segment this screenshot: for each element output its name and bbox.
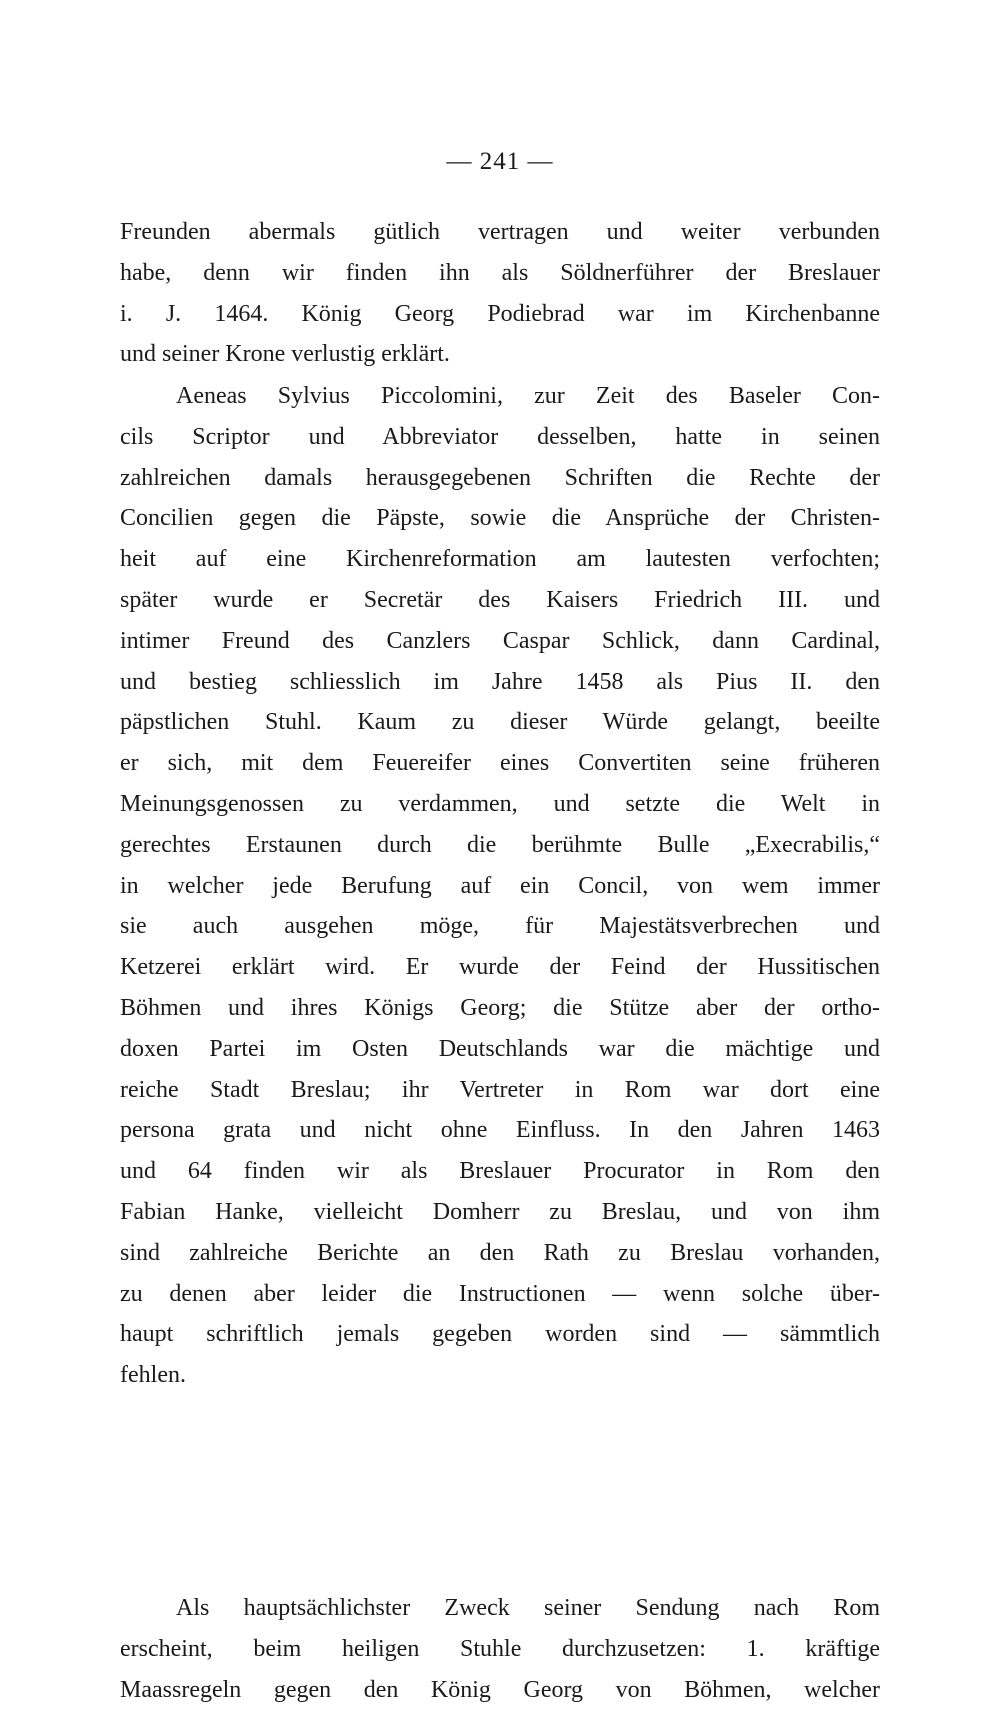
text-line: Meinungsgenossen zu verdammen, und setzte die Welt in (120, 790, 880, 817)
text-line: Maassregeln gegen den König Georg von Böhmen, welcher (120, 1676, 880, 1703)
text-line: zu denen aber leider die Instructionen — wenn solche über- (120, 1280, 880, 1307)
text-line: Böhmen und ihres Königs Georg; die Stütze aber der ortho- (120, 994, 880, 1021)
text-line: Als hauptsächlichster Zweck seiner Sendung nach Rom (176, 1595, 880, 1621)
text-line: haupt schriftlich jemals gegeben worden sind — sämmtlich (120, 1321, 880, 1348)
text-line: sind zahlreiche Berichte an den Rath zu Breslau vorhanden, (120, 1239, 880, 1266)
text-line: päpstlichen Stuhl. Kaum zu dieser Würde gelangt, beeilte (120, 709, 880, 736)
text-line: in welcher jede Berufung auf ein Concil, von wem immer (120, 872, 880, 899)
text-line: und bestieg schliesslich im Jahre 1458 als Pius II. den (120, 668, 880, 695)
text-line: intimer Freund des Canzlers Caspar Schlick, dann Cardinal, (120, 627, 880, 654)
text-line: und seiner Krone verlustig erklärt. (120, 341, 450, 368)
page-number: — 241 — (446, 148, 554, 175)
text-line: erscheint, beim heiligen Stuhle durchzusetzen: 1. kräftige (120, 1635, 880, 1662)
text-line: doxen Partei im Osten Deutschlands war die mächtige und (120, 1035, 880, 1062)
text-line: cils Scriptor und Abbreviator desselben, hatte in seinen (120, 423, 880, 450)
text-line: heit auf eine Kirchenreformation am lautesten verfochten; (120, 546, 880, 573)
paragraph-3 (120, 1588, 880, 1710)
text-line: fehlen. (120, 1362, 186, 1389)
text-line: Fabian Hanke, vielleicht Domherr zu Breslau, und von ihm (120, 1198, 880, 1225)
text-line: Freunden abermals gütlich vertragen und weiter verbunden (120, 219, 880, 245)
text-line: gerechtes Erstaunen durch die berühmte Bulle „Execrabilis,“ (120, 831, 880, 858)
text-line: Concilien gegen die Päpste, sowie die Ansprüche der Christen- (120, 505, 880, 532)
paragraph-1 (120, 212, 880, 375)
text-line: i. J. 1464. König Georg Podiebrad war im Kirchenbanne (120, 300, 880, 327)
text-line: persona grata und nicht ohne Einfluss. In den Jahren 1463 (120, 1117, 880, 1144)
text-line: habe, denn wir finden ihn als Söldnerführer der Breslauer (120, 259, 880, 286)
text-line: reiche Stadt Breslau; ihr Vertreter in Rom war dort eine (120, 1076, 880, 1103)
text-line: später wurde er Secretär des Kaisers Friedrich III. und (120, 586, 880, 613)
text-line: Aeneas Sylvius Piccolomini, zur Zeit des Baseler Con- (176, 383, 880, 409)
text-line: sie auch ausgehen möge, für Majestätsverbrechen und (120, 913, 880, 940)
text-line: Ketzerei erklärt wird. Er wurde der Feind der Hussitischen (120, 954, 880, 981)
text-line: und 64 finden wir als Breslauer Procurator in Rom den (120, 1158, 880, 1185)
text-line: zahlreichen damals herausgegebenen Schriften die Rechte der (120, 464, 880, 491)
text-line: er sich, mit dem Feuereifer eines Convertiten seine früheren (120, 750, 880, 777)
paragraph-2 (120, 376, 880, 1396)
